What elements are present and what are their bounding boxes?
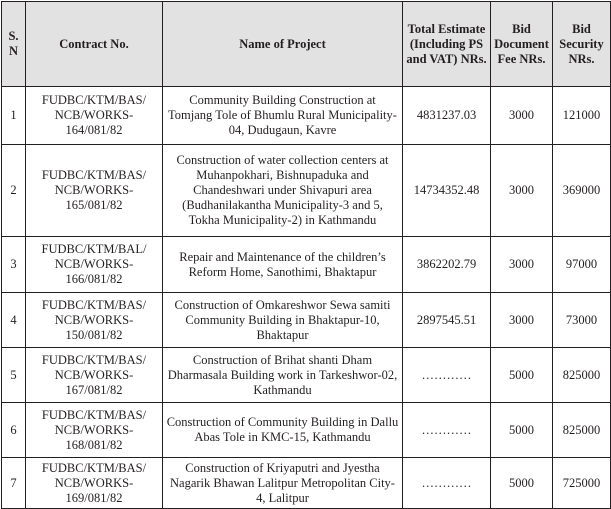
- cell-contract: FUDBC/KTM/BAS/ NCB/WORKS- 168/081/82: [26, 403, 163, 458]
- cell-estimate: 14734352.48: [403, 145, 491, 237]
- cell-contract: FUDBC/KTM/BAS/ NCB/WORKS- 165/081/82: [26, 145, 163, 237]
- cell-security: 73000: [553, 293, 611, 348]
- cell-fee: 5000: [491, 458, 553, 509]
- cell-estimate: …………: [403, 348, 491, 403]
- header-sn: S. N: [2, 2, 26, 87]
- table-row: [2, 403, 611, 458]
- cell-security: 121000: [553, 87, 611, 145]
- cell-sn: 4: [2, 293, 26, 348]
- table-body: [2, 87, 611, 509]
- cell-estimate: …………: [403, 458, 491, 509]
- cell-estimate: 4831237.03: [403, 87, 491, 145]
- table-row: [2, 237, 611, 293]
- cell-project: Construction of water collection centers at Muhanpokhari, Bishnupaduka and Chandeshwari under Shivapuri area (Budhanilakantha Municipality-3 and 5, Tokha Municipality-2) in Kathmandu: [163, 145, 403, 237]
- cell-project: Construction of Kriyaputri and Jyestha Nagarik Bhawan Lalitpur Metropolitan City-4, Lalitpur: [163, 458, 403, 509]
- cell-fee: 5000: [491, 403, 553, 458]
- table-row: [2, 87, 611, 145]
- cell-fee: 5000: [491, 348, 553, 403]
- cell-project: Construction of Brihat shanti Dham Dharmasala Building work in Tarkeshwor-02, Kathmandu: [163, 348, 403, 403]
- contracts-table: [1, 1, 611, 509]
- cell-contract: FUDBC/KTM/BAL/ NCB/WORKS- 166/081/82: [26, 237, 163, 293]
- header-contract-no: Contract No.: [26, 2, 163, 87]
- cell-sn: 1: [2, 87, 26, 145]
- header-doc-fee: Bid Document Fee NRs.: [491, 2, 553, 87]
- cell-project: Construction of Omkareshwor Sewa samiti Community Building in Bhaktapur-10, Bhaktapur: [163, 293, 403, 348]
- cell-estimate: 3862202.79: [403, 237, 491, 293]
- cell-project: Community Building Construction at Tomjang Tole of Bhumlu Rural Municipality-04, Dudugaun, Kavre: [163, 87, 403, 145]
- cell-project: Repair and Maintenance of the children’s Reform Home, Sanothimi, Bhaktapur: [163, 237, 403, 293]
- cell-fee: 3000: [491, 293, 553, 348]
- cell-contract: FUDBC/KTM/BAS/ NCB/WORKS- 169/081/82: [26, 458, 163, 509]
- cell-security: 825000: [553, 348, 611, 403]
- table-header: [2, 2, 611, 87]
- cell-contract: FUDBC/KTM/BAS/ NCB/WORKS- 164/081/82: [26, 87, 163, 145]
- cell-security: 369000: [553, 145, 611, 237]
- header-estimate: Total Estimate (Including PS and VAT) NRs.: [403, 2, 491, 87]
- table-row: [2, 458, 611, 509]
- cell-sn: 3: [2, 237, 26, 293]
- table-row: [2, 145, 611, 237]
- cell-sn: 2: [2, 145, 26, 237]
- cell-estimate: …………: [403, 403, 491, 458]
- cell-sn: 7: [2, 458, 26, 509]
- cell-security: 97000: [553, 237, 611, 293]
- header-row: [2, 2, 611, 87]
- cell-fee: 3000: [491, 87, 553, 145]
- cell-fee: 3000: [491, 145, 553, 237]
- cell-contract: FUDBC/KTM/BAS/ NCB/WORKS- 150/081/82: [26, 293, 163, 348]
- cell-sn: 5: [2, 348, 26, 403]
- header-security: Bid Security NRs.: [553, 2, 611, 87]
- header-project: Name of Project: [163, 2, 403, 87]
- cell-contract: FUDBC/KTM/BAS/ NCB/WORKS- 167/081/82: [26, 348, 163, 403]
- table-row: [2, 348, 611, 403]
- cell-project: Construction of Community Building in Dallu Abas Tole in KMC-15, Kathmandu: [163, 403, 403, 458]
- cell-fee: 3000: [491, 237, 553, 293]
- cell-sn: 6: [2, 403, 26, 458]
- cell-estimate: 2897545.51: [403, 293, 491, 348]
- table-row: [2, 293, 611, 348]
- cell-security: 725000: [553, 458, 611, 509]
- cell-security: 825000: [553, 403, 611, 458]
